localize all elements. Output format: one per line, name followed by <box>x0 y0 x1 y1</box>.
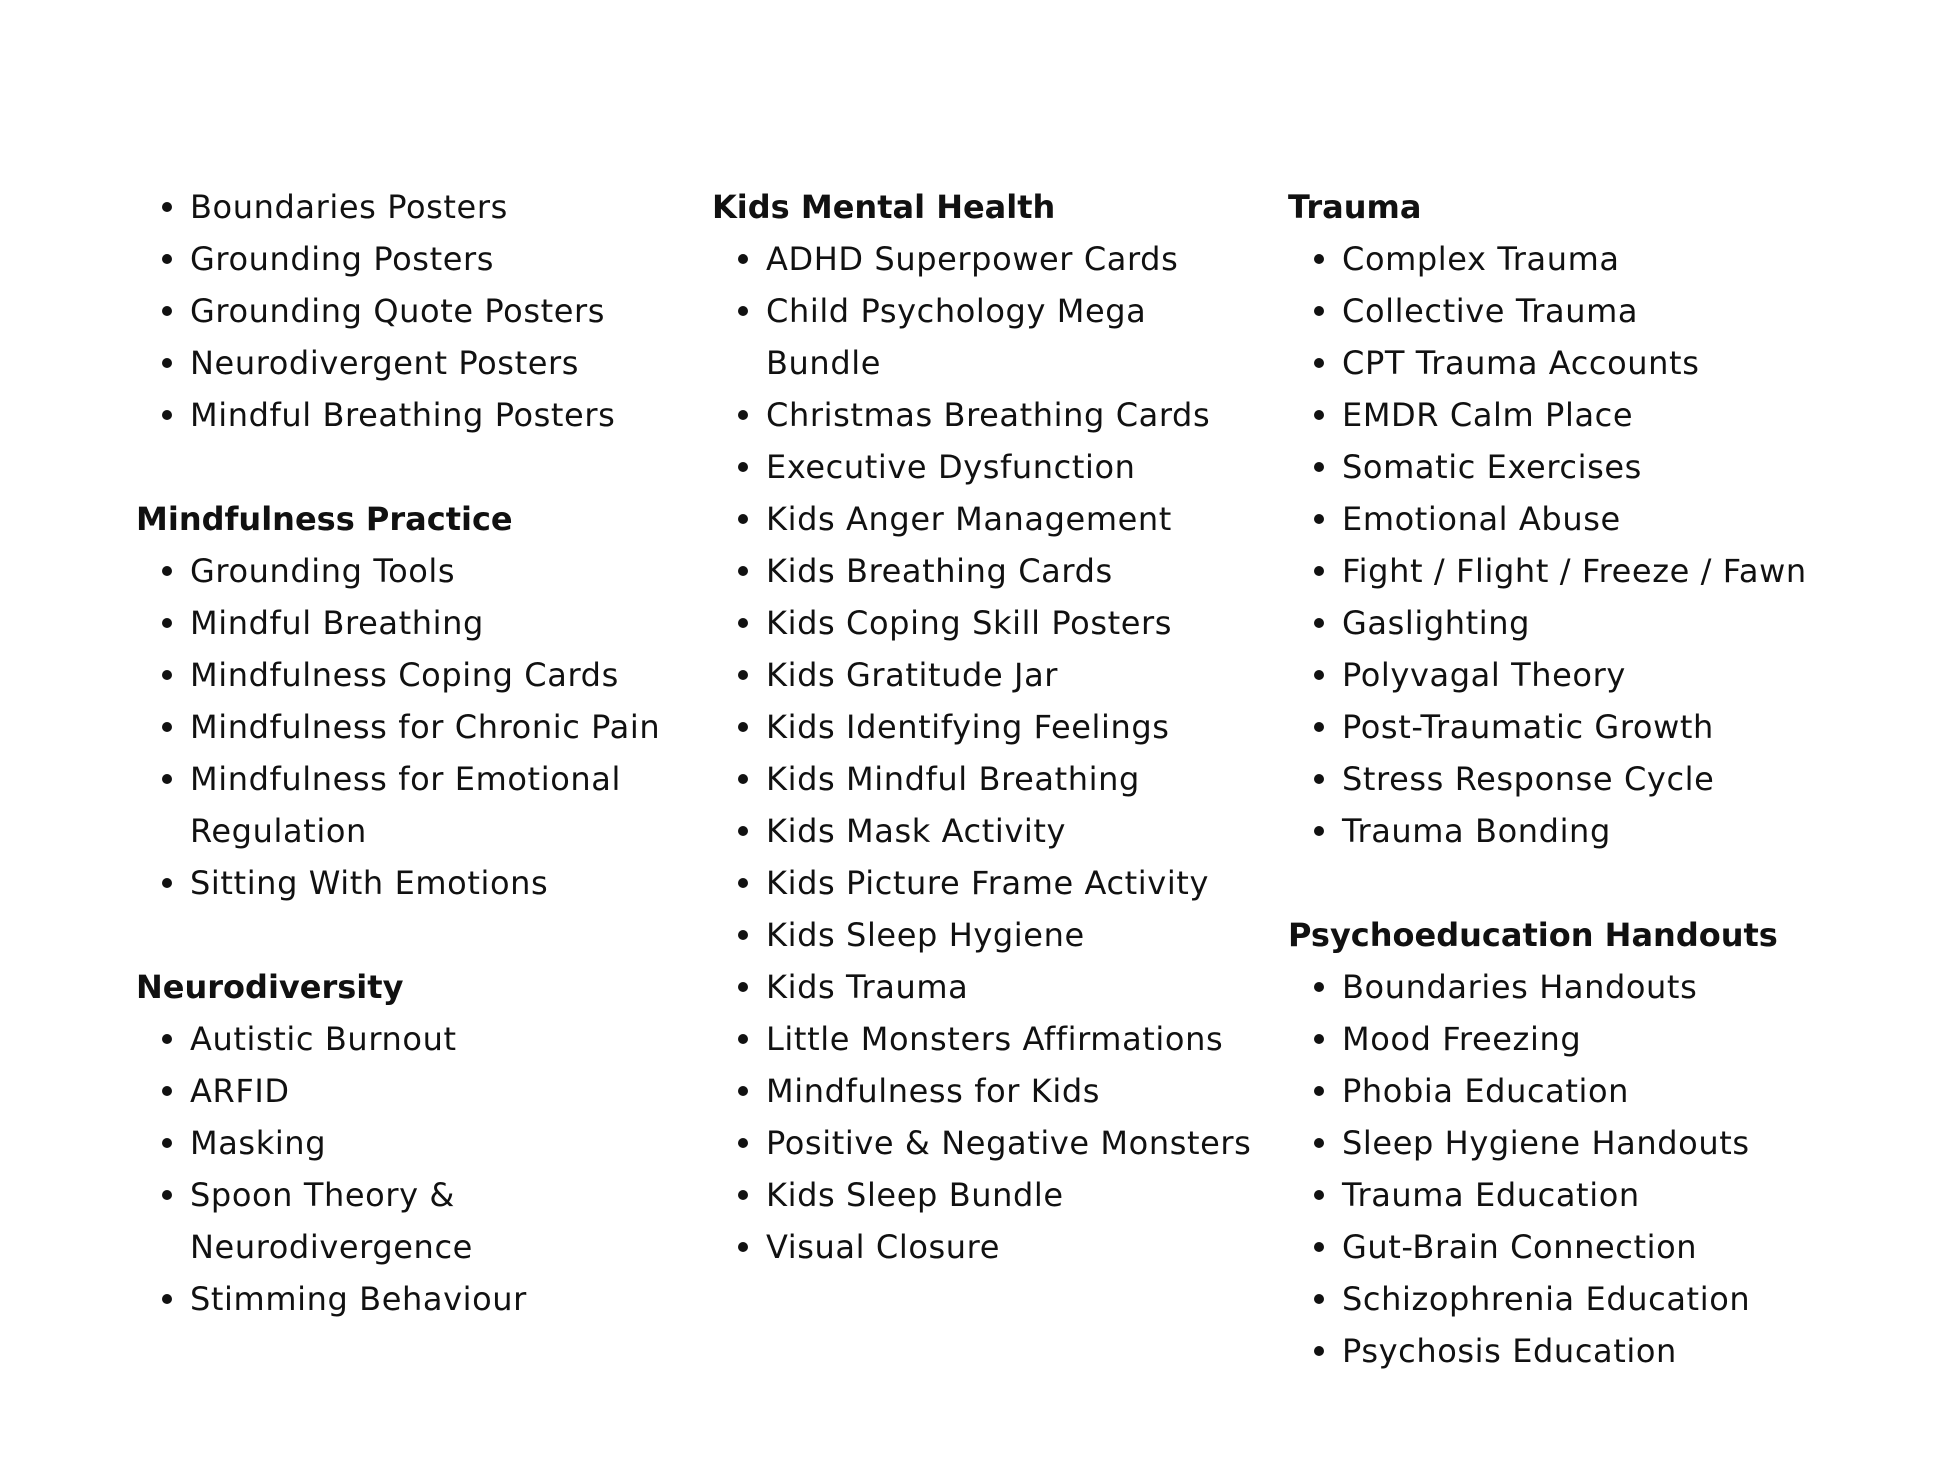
section-heading: Trauma <box>1288 188 1422 226</box>
item-list <box>136 1013 676 1325</box>
list-item-text: Little Monsters Affirmations <box>766 1020 1224 1058</box>
list-item-text: Schizophrenia Education <box>1342 1280 1751 1318</box>
list-item-text: Autistic Burnout <box>190 1020 457 1058</box>
list-item <box>190 389 676 441</box>
list-item-text: Mindful Breathing Posters <box>190 396 616 434</box>
list-item <box>1342 597 1908 649</box>
list-item-text: Trauma Education <box>1342 1176 1640 1214</box>
list-item <box>766 233 1272 285</box>
list-item-text: Masking <box>190 1124 327 1162</box>
list-item-text: Child Psychology Mega <box>766 292 1147 330</box>
section-heading: Mindfulness Practice <box>136 500 513 538</box>
list-item-text: Phobia Education <box>1342 1072 1630 1110</box>
list-item <box>190 1117 676 1169</box>
list-item-text: Psychosis Education <box>1342 1332 1677 1370</box>
list-item <box>1342 1273 1908 1325</box>
list-item-text: Fight / Flight / Freeze / Fawn <box>1342 552 1807 590</box>
list-item <box>190 1013 676 1065</box>
section-trauma <box>1288 181 1908 857</box>
list-item-text: Emotional Abuse <box>1342 500 1621 538</box>
list-item-text: Neurodivergent Posters <box>190 344 580 382</box>
list-item-text: ARFID <box>190 1072 290 1110</box>
list-item <box>190 1065 676 1117</box>
section-heading: Neurodiversity <box>136 968 404 1006</box>
list-item-text: Mindfulness for Kids <box>766 1072 1101 1110</box>
section-posters <box>136 181 676 441</box>
list-item <box>190 753 676 857</box>
list-item-text: Stress Response Cycle <box>1342 760 1715 798</box>
list-item <box>766 753 1272 805</box>
list-item-text: Somatic Exercises <box>1342 448 1642 486</box>
list-item <box>766 285 1272 389</box>
list-item-text: Kids Sleep Hygiene <box>766 916 1085 954</box>
list-item-text: Executive Dysfunction <box>766 448 1136 486</box>
list-item <box>766 1221 1272 1273</box>
list-item-text: Kids Coping Skill Posters <box>766 604 1173 642</box>
list-item-text: Regulation <box>190 812 367 850</box>
list-item <box>1342 441 1908 493</box>
list-item-text: Sitting With Emotions <box>190 864 549 902</box>
list-item <box>1342 545 1908 597</box>
list-item <box>766 441 1272 493</box>
list-item <box>1342 1065 1908 1117</box>
list-item <box>766 389 1272 441</box>
list-item <box>190 701 676 753</box>
list-item-text: Mindfulness for Chronic Pain <box>190 708 661 746</box>
list-item-text: Mood Freezing <box>1342 1020 1582 1058</box>
list-item <box>766 1013 1272 1065</box>
list-item <box>766 909 1272 961</box>
section-kids-mental-health <box>712 181 1272 1273</box>
list-item <box>190 337 676 389</box>
list-item <box>1342 701 1908 753</box>
list-item-text: Positive & Negative Monsters <box>766 1124 1252 1162</box>
list-item <box>190 597 676 649</box>
list-item <box>1342 233 1908 285</box>
list-item <box>766 805 1272 857</box>
list-item-text: Kids Mindful Breathing <box>766 760 1140 798</box>
list-item <box>766 545 1272 597</box>
list-item-text: Visual Closure <box>766 1228 1001 1266</box>
item-list <box>712 233 1272 1273</box>
list-item <box>190 181 676 233</box>
list-item-text: Sleep Hygiene Handouts <box>1342 1124 1750 1162</box>
item-list <box>1288 233 1908 857</box>
list-item <box>766 493 1272 545</box>
list-item <box>766 1169 1272 1221</box>
list-item-text: Kids Breathing Cards <box>766 552 1113 590</box>
list-item <box>190 649 676 701</box>
item-list <box>136 181 676 441</box>
list-item <box>190 857 676 909</box>
list-item-text: Post-Traumatic Growth <box>1342 708 1714 746</box>
list-item-text: ADHD Superpower Cards <box>766 240 1179 278</box>
list-item <box>1342 1117 1908 1169</box>
list-item-text: Bundle <box>766 344 882 382</box>
section-psychoeducation-handouts <box>1288 909 1908 1377</box>
list-item <box>1342 493 1908 545</box>
list-item <box>766 649 1272 701</box>
list-item-text: Christmas Breathing Cards <box>766 396 1211 434</box>
list-item-text: Kids Sleep Bundle <box>766 1176 1064 1214</box>
list-item <box>1342 389 1908 441</box>
list-item-text: Polyvagal Theory <box>1342 656 1626 694</box>
list-item-text: Boundaries Posters <box>190 188 508 226</box>
section-neurodiversity <box>136 961 676 1325</box>
list-item <box>1342 1325 1908 1377</box>
list-item-text: Grounding Quote Posters <box>190 292 606 330</box>
list-item <box>1342 753 1908 805</box>
list-item <box>1342 1169 1908 1221</box>
list-item-text: Kids Anger Management <box>766 500 1172 538</box>
list-item-text: Mindful Breathing <box>190 604 484 642</box>
list-item <box>766 597 1272 649</box>
list-item-text: Gaslighting <box>1342 604 1531 642</box>
list-item-text: Gut-Brain Connection <box>1342 1228 1698 1266</box>
section-heading: Psychoeducation Handouts <box>1288 916 1778 954</box>
list-item-text: Trauma Bonding <box>1342 812 1611 850</box>
list-item <box>1342 285 1908 337</box>
list-item <box>1342 337 1908 389</box>
list-item-text: Grounding Tools <box>190 552 456 590</box>
list-item-text: Kids Picture Frame Activity <box>766 864 1209 902</box>
section-heading: Kids Mental Health <box>712 188 1056 226</box>
list-item-text: CPT Trauma Accounts <box>1342 344 1700 382</box>
column-3 <box>1288 181 1908 1377</box>
item-list <box>1288 961 1908 1377</box>
list-item <box>766 1065 1272 1117</box>
list-item <box>1342 649 1908 701</box>
list-item <box>766 857 1272 909</box>
list-item-text: Grounding Posters <box>190 240 495 278</box>
list-item-text: Neurodivergence <box>190 1228 473 1266</box>
list-item <box>766 1117 1272 1169</box>
list-item <box>190 285 676 337</box>
list-item-text: Complex Trauma <box>1342 240 1620 278</box>
column-2 <box>712 181 1272 1273</box>
list-item <box>190 1273 676 1325</box>
list-item-text: EMDR Calm Place <box>1342 396 1634 434</box>
list-item-text: Stimming Behaviour <box>190 1280 527 1318</box>
list-item-text: Kids Trauma <box>766 968 969 1006</box>
section-mindfulness-practice <box>136 493 676 909</box>
list-item-text: Kids Identifying Feelings <box>766 708 1170 746</box>
list-item-text: Boundaries Handouts <box>1342 968 1698 1006</box>
list-item <box>1342 961 1908 1013</box>
list-item-text: Mindfulness for Emotional <box>190 760 621 798</box>
item-list <box>136 545 676 909</box>
list-item-text: Kids Gratitude Jar <box>766 656 1059 694</box>
list-item-text: Spoon Theory & <box>190 1176 455 1214</box>
list-item-text: Mindfulness Coping Cards <box>190 656 619 694</box>
list-item <box>1342 805 1908 857</box>
column-1 <box>136 181 676 1325</box>
list-item <box>190 233 676 285</box>
list-item <box>766 961 1272 1013</box>
list-item <box>766 701 1272 753</box>
list-item <box>190 1169 676 1273</box>
list-item-text: Collective Trauma <box>1342 292 1639 330</box>
list-item-text: Kids Mask Activity <box>766 812 1067 850</box>
list-item <box>1342 1013 1908 1065</box>
list-item <box>1342 1221 1908 1273</box>
list-item <box>190 545 676 597</box>
